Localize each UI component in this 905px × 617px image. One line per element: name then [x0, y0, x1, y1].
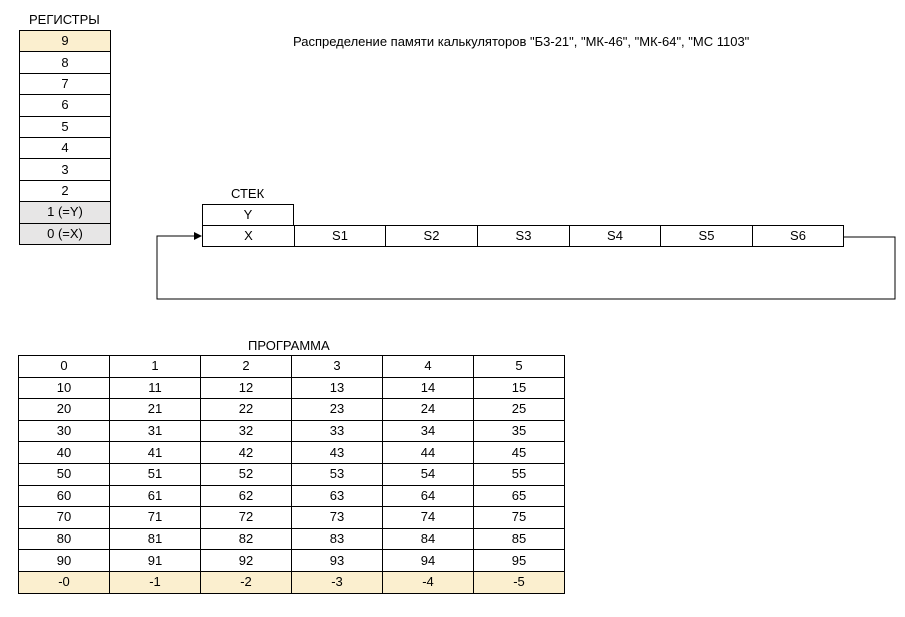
program-label: ПРОГРАММА — [248, 338, 330, 353]
program-cell: 25 — [474, 399, 565, 421]
table-row — [19, 356, 565, 378]
program-cell: 62 — [201, 485, 292, 507]
program-cell: -2 — [201, 571, 292, 593]
program-cell: 60 — [19, 485, 110, 507]
stack-cell-x: X — [202, 225, 295, 247]
program-table — [18, 355, 565, 594]
table-row — [19, 507, 565, 529]
program-cell: 34 — [383, 420, 474, 442]
program-cell: 43 — [292, 442, 383, 464]
register-cell: 6 — [20, 95, 111, 116]
program-cell: 14 — [383, 377, 474, 399]
program-cell: 83 — [292, 528, 383, 550]
program-cell: 61 — [110, 485, 201, 507]
registers-label: РЕГИСТРЫ — [29, 12, 100, 27]
stack-y-cell: Y — [202, 204, 294, 226]
program-cell: 52 — [201, 463, 292, 485]
program-cell: 24 — [383, 399, 474, 421]
program-cell: 3 — [292, 356, 383, 378]
table-row — [19, 442, 565, 464]
stack-cell-s4: S4 — [569, 225, 661, 247]
program-cell: 64 — [383, 485, 474, 507]
program-cell: 84 — [383, 528, 474, 550]
program-cell: 71 — [110, 507, 201, 529]
program-cell: 20 — [19, 399, 110, 421]
register-cell: 7 — [20, 73, 111, 94]
table-row — [19, 528, 565, 550]
table-row — [19, 550, 565, 572]
program-cell: -5 — [474, 571, 565, 593]
program-cell: 75 — [474, 507, 565, 529]
page-title: Распределение памяти калькуляторов "Б3-21", "МК-46", "МК-64", "МС 1103" — [293, 34, 750, 49]
program-cell: 63 — [292, 485, 383, 507]
program-cell: 72 — [201, 507, 292, 529]
program-cell: -1 — [110, 571, 201, 593]
stack-cell-s2: S2 — [385, 225, 478, 247]
program-cell: 12 — [201, 377, 292, 399]
register-cell: 4 — [20, 137, 111, 158]
program-cell: 85 — [474, 528, 565, 550]
program-cell: 70 — [19, 507, 110, 529]
program-cell: 22 — [201, 399, 292, 421]
program-cell: 92 — [201, 550, 292, 572]
table-row — [19, 399, 565, 421]
stack-cell-s3: S3 — [477, 225, 570, 247]
program-cell: 74 — [383, 507, 474, 529]
program-cell: 44 — [383, 442, 474, 464]
program-cell: 91 — [110, 550, 201, 572]
program-cell: 94 — [383, 550, 474, 572]
stack-cell-s1: S1 — [294, 225, 386, 247]
program-cell: 10 — [19, 377, 110, 399]
program-cell: 53 — [292, 463, 383, 485]
register-cell: 2 — [20, 180, 111, 201]
program-cell: 65 — [474, 485, 565, 507]
register-cell: 5 — [20, 116, 111, 137]
program-cell: 41 — [110, 442, 201, 464]
table-row — [19, 571, 565, 593]
program-cell: 82 — [201, 528, 292, 550]
stack-cell-s6: S6 — [752, 225, 844, 247]
table-row — [19, 485, 565, 507]
program-cell: 0 — [19, 356, 110, 378]
program-cell: 23 — [292, 399, 383, 421]
program-cell: 32 — [201, 420, 292, 442]
program-cell: 80 — [19, 528, 110, 550]
program-cell: -3 — [292, 571, 383, 593]
register-cell: 3 — [20, 159, 111, 180]
program-cell: 40 — [19, 442, 110, 464]
program-cell: 15 — [474, 377, 565, 399]
register-cell: 0 (=X) — [20, 223, 111, 244]
program-cell: 54 — [383, 463, 474, 485]
register-cell: 8 — [20, 52, 111, 73]
program-cell: 13 — [292, 377, 383, 399]
program-cell: 55 — [474, 463, 565, 485]
table-row — [19, 463, 565, 485]
program-cell: 2 — [201, 356, 292, 378]
program-cell: 81 — [110, 528, 201, 550]
stack-cell-s5: S5 — [660, 225, 753, 247]
program-cell: 51 — [110, 463, 201, 485]
program-cell: 4 — [383, 356, 474, 378]
program-cell: 50 — [19, 463, 110, 485]
program-cell: -4 — [383, 571, 474, 593]
table-row — [19, 420, 565, 442]
program-cell: 1 — [110, 356, 201, 378]
stack-label: СТЕК — [231, 186, 265, 201]
program-cell: -0 — [19, 571, 110, 593]
register-cell: 9 — [20, 31, 111, 52]
program-cell: 33 — [292, 420, 383, 442]
register-cell: 1 (=Y) — [20, 202, 111, 223]
program-cell: 11 — [110, 377, 201, 399]
program-cell: 95 — [474, 550, 565, 572]
program-cell: 35 — [474, 420, 565, 442]
program-cell: 30 — [19, 420, 110, 442]
table-row — [19, 377, 565, 399]
program-cell: 42 — [201, 442, 292, 464]
program-cell: 31 — [110, 420, 201, 442]
program-cell: 5 — [474, 356, 565, 378]
program-cell: 45 — [474, 442, 565, 464]
program-cell: 21 — [110, 399, 201, 421]
program-cell: 73 — [292, 507, 383, 529]
program-cell: 93 — [292, 550, 383, 572]
program-cell: 90 — [19, 550, 110, 572]
